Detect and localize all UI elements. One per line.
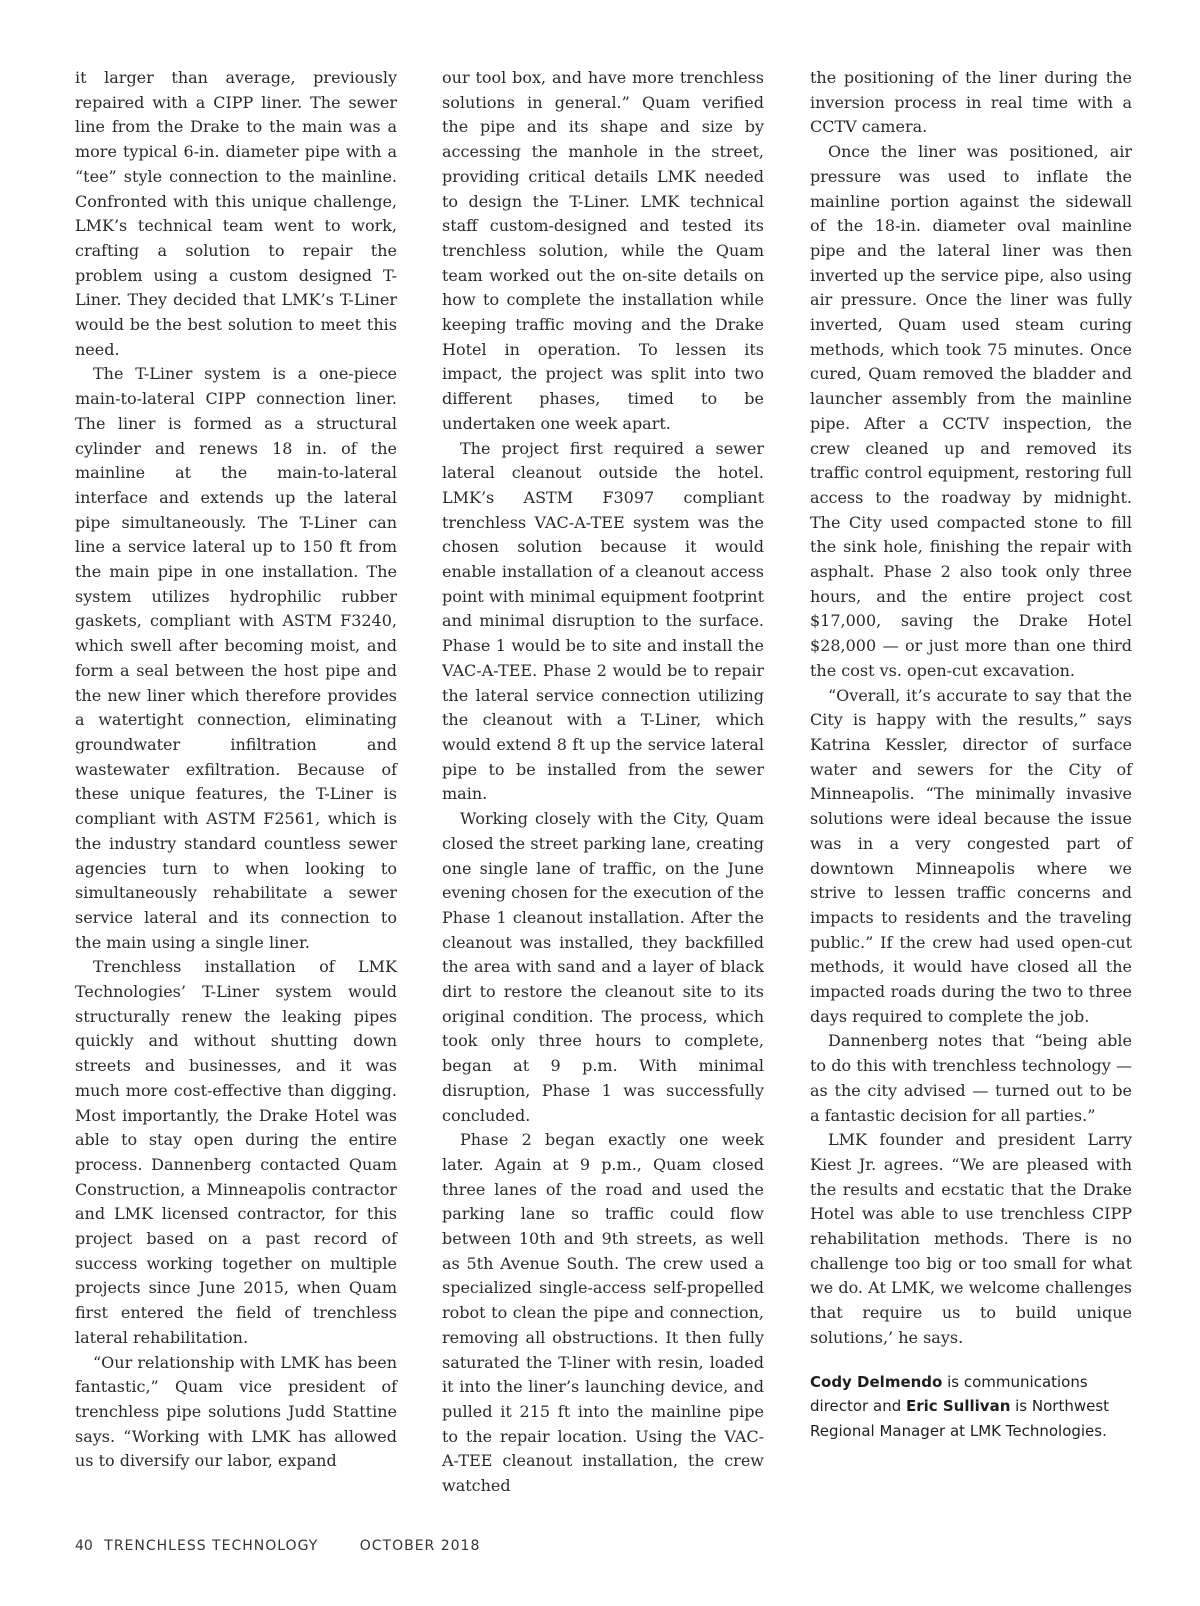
paragraph: Dannenberg notes that “being able to do this with trenchless technology — as the city advised — turned out to be a fantastic decision for all parties.”	[810, 1031, 1132, 1125]
paragraph: the positioning of the liner during the inversion process in real time with a CCTV camera.	[810, 68, 1132, 137]
article-column-1	[75, 66, 397, 1474]
paragraph: our tool box, and have more trenchless solutions in general.” Quam verified the pipe and its shape and size by accessing the manhole in the street, providing critical details LMK needed to design the T-Liner. LMK technical staff custom-designed and tested its trenchless solution, while the Quam team worked out the on-site details on how to complete the installation while keeping traffic moving and the Drake Hotel in operation. To lessen its impact, the project was split into two different phases, timed to be undertaken one week apart.	[442, 68, 764, 433]
page-number: 40	[75, 1538, 93, 1554]
author-name: Eric Sullivan	[905, 1397, 1011, 1416]
author-bio	[810, 1370, 1132, 1444]
paragraph: Once the liner was positioned, air pressure was used to inflate the mainline portion against the sidewall of the 18-in. diameter oval mainline pipe and the lateral liner was then inverted up the service pipe, also using air pressure. Once the liner was fully inverted, Quam used steam curing methods, which took 75 minutes. Once cured, Quam removed the bladder and launcher assembly from the mainline pipe. After a CCTV inspection, the crew cleaned up and removed its traffic control equipment, restoring full access to the roadway by midnight. The City used compacted stone to fill the sink hole, finishing the repair with asphalt. Phase 2 also took only three hours, and the entire project cost $17,000, saving the Drake Hotel $28,000 — or just more than one third the cost vs. open-cut excavation.	[810, 142, 1132, 680]
article-column-3	[810, 66, 1132, 1443]
article-column-2	[442, 66, 764, 1499]
paragraph: Trenchless installation of LMK Technologies’ T-Liner system would structurally renew the leaking pipes quickly and without shutting down streets and businesses, and it was much more cost-effective than digging. Most importantly, the Drake Hotel was able to stay open during the entire process. Dannenberg contacted Quam Construction, a Minneapolis contractor and LMK licensed contractor, for this project based on a past record of success working together on multiple projects since June 2015, when Quam first entered the field of trenchless lateral rehabilitation.	[75, 957, 397, 1347]
bio-text: is communications director and	[810, 1372, 1088, 1416]
paragraph: it larger than average, previously repaired with a CIPP liner. The sewer line from the Drake to the main was a more typical 6-in. diameter pipe with a “tee” style connection to the mainline. Confronted with this unique challenge, LMK’s technical team went to work, crafting a solution to repair the problem using a custom designed T-Liner. They decided that LMK’s T-Liner would be the best solution to meet this need.	[75, 68, 397, 359]
paragraph: The project first required a sewer lateral cleanout outside the hotel. LMK’s ASTM F3097 compliant trenchless VAC-A-TEE system was the chosen solution because it would enable installation of a cleanout access point with minimal equipment footprint and minimal disruption to the surface. Phase 1 would be to site and install the VAC-A-TEE. Phase 2 would be to repair the lateral service connection utilizing the cleanout with a T-Liner, which would extend 8 ft up the service lateral pipe to be installed from the sewer main.	[442, 438, 764, 804]
paragraph: The T-Liner system is a one-piece main-to-lateral CIPP connection liner. The liner is formed as a structural cylinder and renews 18 in. of the mainline at the main-to-lateral interface and extends up the lateral pipe simultaneously. The T-Liner can line a service lateral up to 150 ft from the main pipe in one installation. The system utilizes hydrophilic rubber gaskets, compliant with ASTM F3240, which swell after becoming moist, and form a seal between the host pipe and the new liner which therefore provides a watertight connection, eliminating groundwater infiltration and wastewater exfiltration. Because of these unique features, the T-Liner is compliant with ASTM F2561, which is the industry standard countless sewer agencies turn to when looking to simultaneously rehabilitate a sewer service lateral and its connection to the main using a single liner.	[75, 364, 397, 952]
magazine-name: TRENCHLESS TECHNOLOGY	[104, 1538, 319, 1554]
issue-date: OCTOBER 2018	[359, 1538, 481, 1554]
author-name: Cody Delmendo	[810, 1372, 943, 1391]
paragraph: LMK founder and president Larry Kiest Jr. agrees. “We are pleased with the results and ecstatic that the Drake Hotel was able to use trenchless CIPP rehabilitation methods. There is no challenge too big or too small for what we do. At LMK, we welcome challenges that require us to build unique solutions,’ he says.	[810, 1130, 1132, 1347]
paragraph: Working closely with the City, Quam closed the street parking lane, creating one single lane of traffic, on the June evening chosen for the execution of the Phase 1 cleanout installation. After the cleanout was installed, they backfilled the area with sand and a layer of black dirt to restore the cleanout site to its original condition. The process, which took only three hours to complete, began at 9 p.m. With minimal disruption, Phase 1 was successfully concluded.	[442, 809, 764, 1125]
page-footer	[75, 1538, 480, 1554]
bio-text: is Northwest Regional Manager at LMK Technologies.	[810, 1397, 1110, 1440]
paragraph: “Overall, it’s accurate to say that the City is happy with the results,” says Katrina Kessler, director of surface water and sewers for the City of Minneapolis. “The minimally invasive solutions were ideal because the issue was in a very congested part of downtown Minneapolis where we strive to lessen traffic concerns and impacts to residents and the traveling public.” If the crew had used open-cut methods, it would have closed all the impacted roads during the two to three days required to complete the job.	[810, 685, 1132, 1026]
paragraph: Phase 2 began exactly one week later. Again at 9 p.m., Quam closed three lanes of the road and used the parking lane so traffic could flow between 10th and 9th streets, as well as 5th Avenue South. The crew used a specialized single-access self-propelled robot to clean the pipe and connection, removing all obstructions. It then fully saturated the T-liner with resin, loaded it into the liner’s launching device, and pulled it 215 ft into the mainline pipe to the repair location. Using the VAC-A-TEE cleanout installation, the crew watched	[442, 1130, 764, 1496]
paragraph: “Our relationship with LMK has been fantastic,” Quam vice president of trenchless pipe solutions Judd Stattine says. “Working with LMK has allowed us to diversify our labor, expand	[75, 1352, 397, 1471]
